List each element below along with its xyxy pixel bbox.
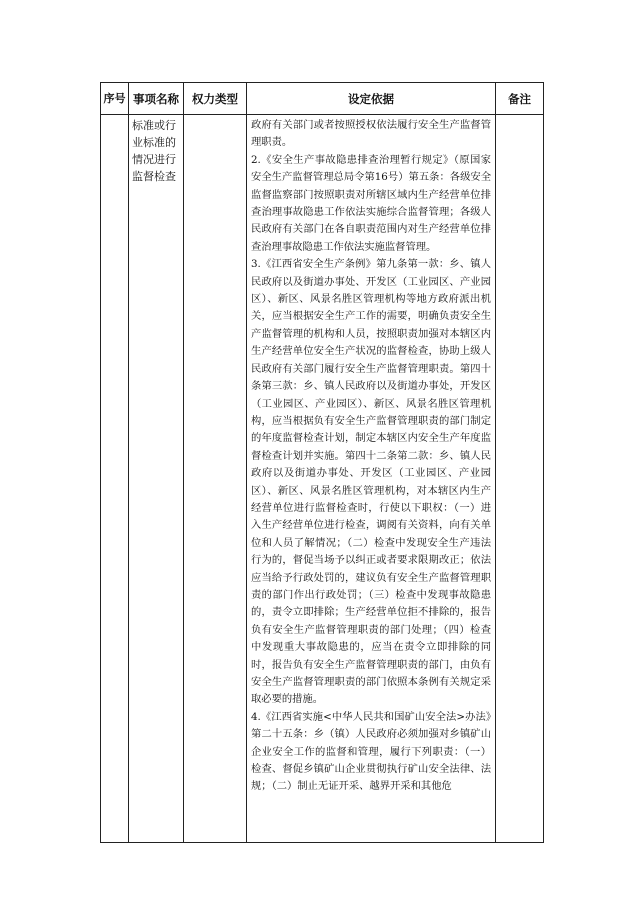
basis-paragraph-4: 4.《江西省实施<中华人民共和国矿山安全法>办法》第二十五条：乡（镇）人民政府必须加强对乡镇矿山企业安全工作的监督和管理，履行下列职责：（一）检查、督促乡镇矿山企业贯彻执行矿山安全法律、法规；（二）制止无证开采、越界开采和其他危 bbox=[251, 710, 491, 793]
cell-basis bbox=[247, 115, 496, 843]
header-seq: 序号 bbox=[101, 83, 129, 115]
header-power-type: 权力类型 bbox=[184, 83, 247, 115]
header-basis: 设定依据 bbox=[247, 83, 496, 115]
cell-power-type bbox=[184, 115, 247, 843]
basis-paragraph-3: 3.《江西省安全生产条例》第九条第一款：乡、镇人民政府以及街道办事处、开发区（工业园区、产业园区）、新区、风景名胜区管理机构等地方政府派出机关，应当根据安全生产工作的需要，明确负责安全生产监督管理的机构和人员，按照职责加强对本辖区内生产经营单位安全生产状况的监督检查，协助上级人民政府有关部门履行安全生产监督管理职责。第四十条第三款：乡、镇人民政府以及街道办事处，开发区（工业园区、产业园区）、新区、风景名胜区管理机构，应当根据负有安全生产监督管理职责的部门制定的年度监督检查计划，制定本辖区内安全生产年度监督检查计划并实施。第四十二条第二款：乡、镇人民政府以及街道办事处、开发区（工业园区、产业园区）、新区、风景名胜区管理机构，对本辖区内生产经营单位进行监督检查时，行使以下职权：（一）进入生产经营单位进行检查，调阅有关资料，向有关单位和人员了解情况；（二）检查中发现安全生产违法行为的，督促当场予以纠正或者要求限期改正；依法应当给予行政处罚的，建议负有安全生产监督管理职责的部门作出行政处罚；（三）检查中发现事故隐患的，责令立即排除；生产经营单位拒不排除的，报告负有安全生产监督管理职责的部门处理；（四）检查中发现重大事故隐患的，应当在责令立即排除的同时，报告负有安全生产监督管理职责的部门，由负有安全生产监督管理职责的部门依照本条例有关规定采取必要的措施。 bbox=[251, 258, 491, 706]
item-name-text: 标准或行业标准的情况进行监督检查 bbox=[132, 119, 176, 183]
table-header-row bbox=[101, 83, 544, 115]
basis-paragraph-1: 政府有关部门或者按照授权依法履行安全生产监督管理职责。 bbox=[251, 119, 491, 149]
cell-item-name bbox=[129, 115, 184, 843]
header-remarks: 备注 bbox=[496, 83, 544, 115]
header-item-name: 事项名称 bbox=[129, 83, 184, 115]
cell-remarks bbox=[496, 115, 544, 843]
authority-table bbox=[100, 82, 544, 843]
basis-text bbox=[247, 115, 495, 796]
cell-seq bbox=[101, 115, 129, 843]
basis-paragraph-2: 2.《安全生产事故隐患排查治理暂行规定》（原国家安全生产监督管理总局令第16号）第五条：各级安全监督监察部门按照职责对所辖区域内生产经营单位排查治理事故隐患工作依法实施综合监督管理；各级人民政府有关部门在各自职责范围内对生产经营单位排查治理事故隐患工作依法实施监督管理。 bbox=[251, 153, 491, 253]
table-row bbox=[101, 115, 544, 843]
